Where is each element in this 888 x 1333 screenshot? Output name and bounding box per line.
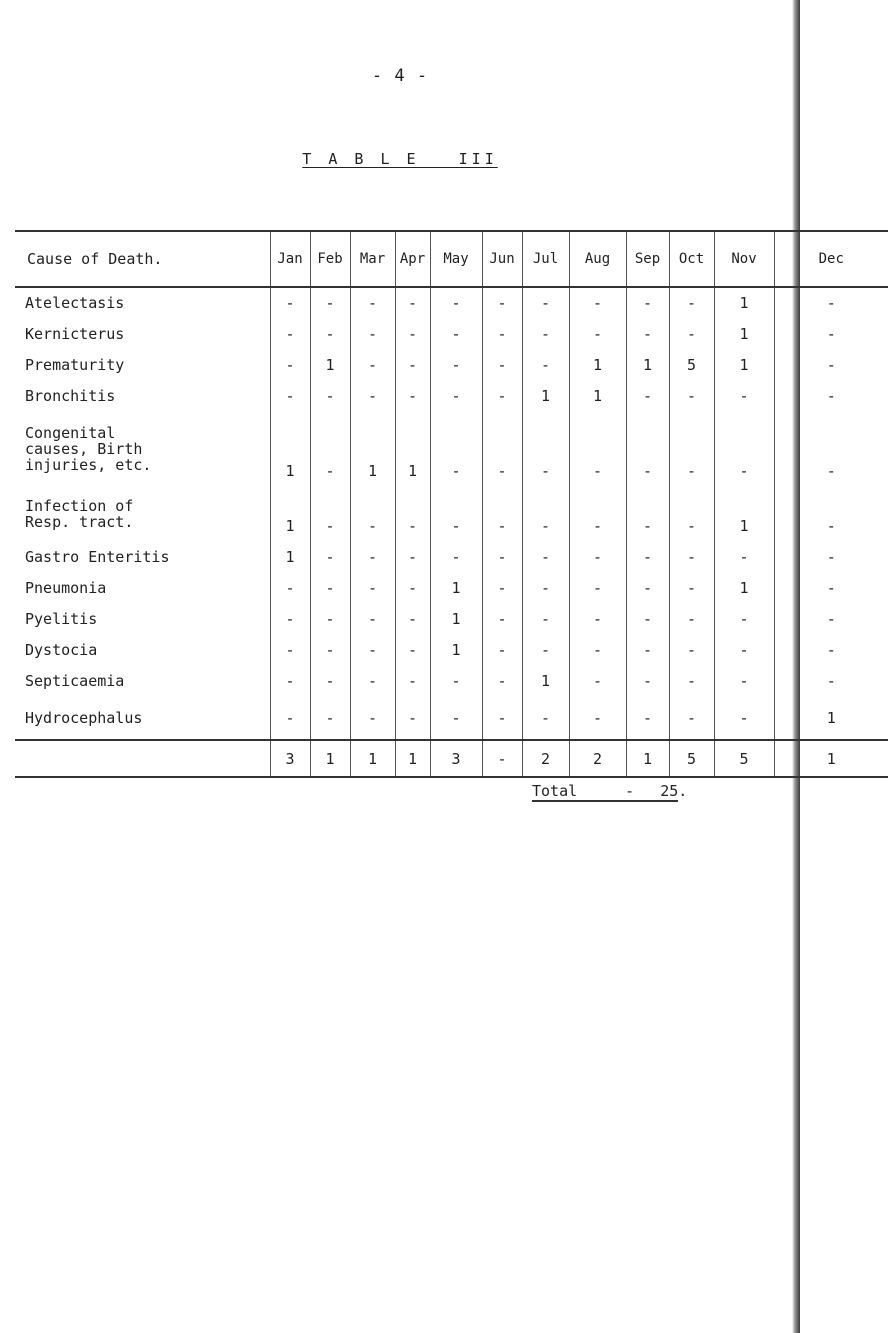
- value-cell-feb: -: [310, 603, 350, 634]
- total-cell-aug: 2: [569, 740, 626, 777]
- value-cell-mar: -: [350, 318, 395, 349]
- table-row: [15, 603, 888, 634]
- value-cell-oct: -: [669, 696, 714, 740]
- value-cell-apr: -: [395, 486, 430, 541]
- table-row: [15, 411, 888, 486]
- cause-cell: Atelectasis: [25, 294, 125, 312]
- month-header-nov: Nov: [714, 231, 774, 287]
- total-cell-may: 3: [430, 740, 482, 777]
- value-cell-jul: -: [522, 572, 569, 603]
- value-cell-apr: -: [395, 380, 430, 411]
- value-cell-apr: -: [395, 572, 430, 603]
- value-cell-sep: -: [626, 603, 669, 634]
- value-cell-nov: 1: [714, 349, 774, 380]
- total-label: Total: [532, 782, 578, 800]
- total-underline: [532, 800, 678, 802]
- total-cell-feb: 1: [310, 740, 350, 777]
- value-cell-aug: 1: [569, 380, 626, 411]
- value-cell-aug: -: [569, 541, 626, 572]
- month-header-jun: Jun: [482, 231, 522, 287]
- value-cell-apr: -: [395, 665, 430, 696]
- value-cell-apr: -: [395, 318, 430, 349]
- cause-cell: Congenital causes, Birth injuries, etc.: [25, 423, 152, 474]
- total-cell-jul: 2: [522, 740, 569, 777]
- value-cell-jun: -: [482, 696, 522, 740]
- value-cell-feb: -: [310, 634, 350, 665]
- value-cell-oct: -: [669, 287, 714, 318]
- value-cell-nov: -: [714, 541, 774, 572]
- value-cell-sep: -: [626, 572, 669, 603]
- value-cell-jan: 1: [270, 411, 310, 486]
- value-cell-sep: -: [626, 696, 669, 740]
- value-cell-jun: -: [482, 572, 522, 603]
- value-cell-mar: -: [350, 603, 395, 634]
- value-cell-dec: -: [774, 572, 888, 603]
- total-cell-jan: 3: [270, 740, 310, 777]
- value-cell-aug: -: [569, 572, 626, 603]
- value-cell-dec: -: [774, 665, 888, 696]
- value-cell-dec: -: [774, 349, 888, 380]
- value-cell-aug: -: [569, 411, 626, 486]
- value-cell-jul: -: [522, 287, 569, 318]
- value-cell-jul: 1: [522, 380, 569, 411]
- value-cell-aug: -: [569, 318, 626, 349]
- value-cell-sep: -: [626, 287, 669, 318]
- value-cell-feb: -: [310, 486, 350, 541]
- value-cell-feb: -: [310, 411, 350, 486]
- value-cell-jul: -: [522, 411, 569, 486]
- value-cell-nov: -: [714, 696, 774, 740]
- value-cell-feb: -: [310, 665, 350, 696]
- value-cell-mar: -: [350, 486, 395, 541]
- value-cell-may: -: [430, 696, 482, 740]
- value-cell-feb: 1: [310, 349, 350, 380]
- value-cell-mar: -: [350, 572, 395, 603]
- value-cell-jun: -: [482, 634, 522, 665]
- value-cell-jul: -: [522, 696, 569, 740]
- value-cell-feb: -: [310, 696, 350, 740]
- value-cell-feb: -: [310, 541, 350, 572]
- value-cell-may: -: [430, 318, 482, 349]
- table-row: [15, 572, 888, 603]
- month-header-may: May: [430, 231, 482, 287]
- total-cell-mar: 1: [350, 740, 395, 777]
- value-cell-aug: -: [569, 486, 626, 541]
- value-cell-jan: -: [270, 349, 310, 380]
- mortality-table: [15, 230, 888, 778]
- month-header-mar: Mar: [350, 231, 395, 287]
- value-cell-feb: -: [310, 380, 350, 411]
- value-cell-mar: -: [350, 287, 395, 318]
- value-cell-jul: -: [522, 603, 569, 634]
- value-cell-jan: -: [270, 696, 310, 740]
- value-cell-jun: -: [482, 349, 522, 380]
- value-cell-may: -: [430, 411, 482, 486]
- value-cell-may: -: [430, 287, 482, 318]
- value-cell-dec: 1: [774, 696, 888, 740]
- month-header-feb: Feb: [310, 231, 350, 287]
- cause-cell: Septicaemia: [25, 671, 125, 690]
- page-number: - 4 -: [371, 66, 429, 86]
- value-cell-apr: -: [395, 603, 430, 634]
- value-cell-aug: -: [569, 634, 626, 665]
- cause-cell: Bronchitis: [25, 386, 116, 405]
- value-cell-dec: -: [774, 603, 888, 634]
- table-row: [15, 486, 888, 541]
- total-cell-nov: 5: [714, 740, 774, 777]
- table-row: [15, 634, 888, 665]
- value-cell-apr: -: [395, 696, 430, 740]
- total-dash: -: [625, 782, 635, 800]
- total-cell-sep: 1: [626, 740, 669, 777]
- value-cell-sep: -: [626, 665, 669, 696]
- cause-cell: Gastro Enteritis: [25, 547, 170, 566]
- value-cell-jan: -: [270, 287, 310, 318]
- table-row: [15, 665, 888, 696]
- month-header-aug: Aug: [569, 231, 626, 287]
- value-cell-may: 1: [430, 572, 482, 603]
- value-cell-mar: -: [350, 380, 395, 411]
- value-cell-aug: -: [569, 287, 626, 318]
- value-cell-jul: -: [522, 634, 569, 665]
- value-cell-jun: -: [482, 486, 522, 541]
- table-header-row: [15, 231, 888, 287]
- total-value: 25.: [660, 782, 688, 800]
- value-cell-oct: -: [669, 486, 714, 541]
- value-cell-mar: -: [350, 634, 395, 665]
- cause-cell: Kernicterus: [25, 324, 125, 343]
- value-cell-nov: 1: [714, 572, 774, 603]
- value-cell-jan: 1: [270, 486, 310, 541]
- table-row: [15, 318, 888, 349]
- grand-total: [532, 782, 687, 800]
- value-cell-mar: -: [350, 541, 395, 572]
- value-cell-may: -: [430, 665, 482, 696]
- value-cell-dec: -: [774, 287, 888, 318]
- value-cell-jan: -: [270, 603, 310, 634]
- value-cell-feb: -: [310, 287, 350, 318]
- value-cell-jan: 1: [270, 541, 310, 572]
- value-cell-jul: -: [522, 541, 569, 572]
- total-cell-oct: 5: [669, 740, 714, 777]
- cause-cell: Infection of Resp. tract.: [25, 496, 134, 531]
- value-cell-jul: -: [522, 486, 569, 541]
- value-cell-jun: -: [482, 603, 522, 634]
- totals-label-cell: [15, 740, 270, 777]
- value-cell-feb: -: [310, 318, 350, 349]
- value-cell-oct: -: [669, 411, 714, 486]
- value-cell-apr: -: [395, 349, 430, 380]
- value-cell-aug: -: [569, 603, 626, 634]
- value-cell-mar: -: [350, 696, 395, 740]
- cause-cell: Dystocia: [25, 640, 98, 659]
- month-header-oct: Oct: [669, 231, 714, 287]
- totals-row: [15, 740, 888, 777]
- value-cell-apr: -: [395, 634, 430, 665]
- cause-cell: Pyelitis: [25, 609, 98, 628]
- value-cell-nov: -: [714, 634, 774, 665]
- value-cell-nov: 1: [714, 318, 774, 349]
- value-cell-may: -: [430, 380, 482, 411]
- value-cell-nov: -: [714, 411, 774, 486]
- total-cell-jun: -: [482, 740, 522, 777]
- value-cell-aug: -: [569, 696, 626, 740]
- table-row: [15, 287, 888, 318]
- value-cell-mar: -: [350, 349, 395, 380]
- value-cell-aug: -: [569, 665, 626, 696]
- cause-cell: Hydrocephalus: [25, 708, 143, 727]
- total-cell-dec: 1: [774, 740, 888, 777]
- value-cell-aug: 1: [569, 349, 626, 380]
- value-cell-oct: -: [669, 603, 714, 634]
- value-cell-nov: 1: [714, 287, 774, 318]
- cause-cell: Prematurity: [25, 355, 125, 374]
- month-header-sep: Sep: [626, 231, 669, 287]
- value-cell-dec: -: [774, 634, 888, 665]
- value-cell-mar: 1: [350, 411, 395, 486]
- value-cell-mar: -: [350, 665, 395, 696]
- table-body: [15, 287, 888, 740]
- value-cell-sep: -: [626, 380, 669, 411]
- value-cell-apr: -: [395, 287, 430, 318]
- value-cell-nov: -: [714, 380, 774, 411]
- month-header-jul: Jul: [522, 231, 569, 287]
- value-cell-jun: -: [482, 380, 522, 411]
- table-row: [15, 696, 888, 740]
- value-cell-oct: -: [669, 541, 714, 572]
- value-cell-jan: -: [270, 318, 310, 349]
- value-cell-jul: 1: [522, 665, 569, 696]
- value-cell-jan: -: [270, 380, 310, 411]
- value-cell-jun: -: [482, 287, 522, 318]
- cause-cell: Pneumonia: [25, 578, 107, 597]
- value-cell-nov: -: [714, 603, 774, 634]
- value-cell-dec: -: [774, 541, 888, 572]
- month-header-apr: Apr: [395, 231, 430, 287]
- value-cell-may: 1: [430, 603, 482, 634]
- value-cell-apr: 1: [395, 411, 430, 486]
- value-cell-dec: -: [774, 411, 888, 486]
- value-cell-dec: -: [774, 318, 888, 349]
- value-cell-may: -: [430, 349, 482, 380]
- value-cell-oct: -: [669, 318, 714, 349]
- value-cell-jun: -: [482, 541, 522, 572]
- value-cell-jun: -: [482, 318, 522, 349]
- value-cell-jan: -: [270, 634, 310, 665]
- value-cell-sep: -: [626, 634, 669, 665]
- value-cell-dec: -: [774, 486, 888, 541]
- total-cell-apr: 1: [395, 740, 430, 777]
- month-header-dec: Dec: [774, 231, 888, 287]
- value-cell-may: -: [430, 541, 482, 572]
- table-title-text: T A B L E III: [302, 150, 498, 168]
- value-cell-dec: -: [774, 380, 888, 411]
- value-cell-oct: 5: [669, 349, 714, 380]
- table-row: [15, 541, 888, 572]
- value-cell-sep: -: [626, 486, 669, 541]
- value-cell-jun: -: [482, 411, 522, 486]
- table-row: [15, 380, 888, 411]
- value-cell-sep: 1: [626, 349, 669, 380]
- value-cell-may: -: [430, 486, 482, 541]
- value-cell-nov: -: [714, 665, 774, 696]
- cause-column-header: Cause of Death.: [15, 231, 270, 287]
- value-cell-sep: -: [626, 318, 669, 349]
- value-cell-oct: -: [669, 634, 714, 665]
- value-cell-oct: -: [669, 665, 714, 696]
- value-cell-jul: -: [522, 318, 569, 349]
- value-cell-feb: -: [310, 572, 350, 603]
- month-header-jan: Jan: [270, 231, 310, 287]
- value-cell-oct: -: [669, 380, 714, 411]
- value-cell-sep: -: [626, 541, 669, 572]
- value-cell-jun: -: [482, 665, 522, 696]
- table-title: [0, 150, 800, 168]
- value-cell-jul: -: [522, 349, 569, 380]
- table-row: [15, 349, 888, 380]
- value-cell-may: 1: [430, 634, 482, 665]
- value-cell-oct: -: [669, 572, 714, 603]
- value-cell-apr: -: [395, 541, 430, 572]
- value-cell-jan: -: [270, 665, 310, 696]
- value-cell-nov: 1: [714, 486, 774, 541]
- value-cell-jan: -: [270, 572, 310, 603]
- value-cell-sep: -: [626, 411, 669, 486]
